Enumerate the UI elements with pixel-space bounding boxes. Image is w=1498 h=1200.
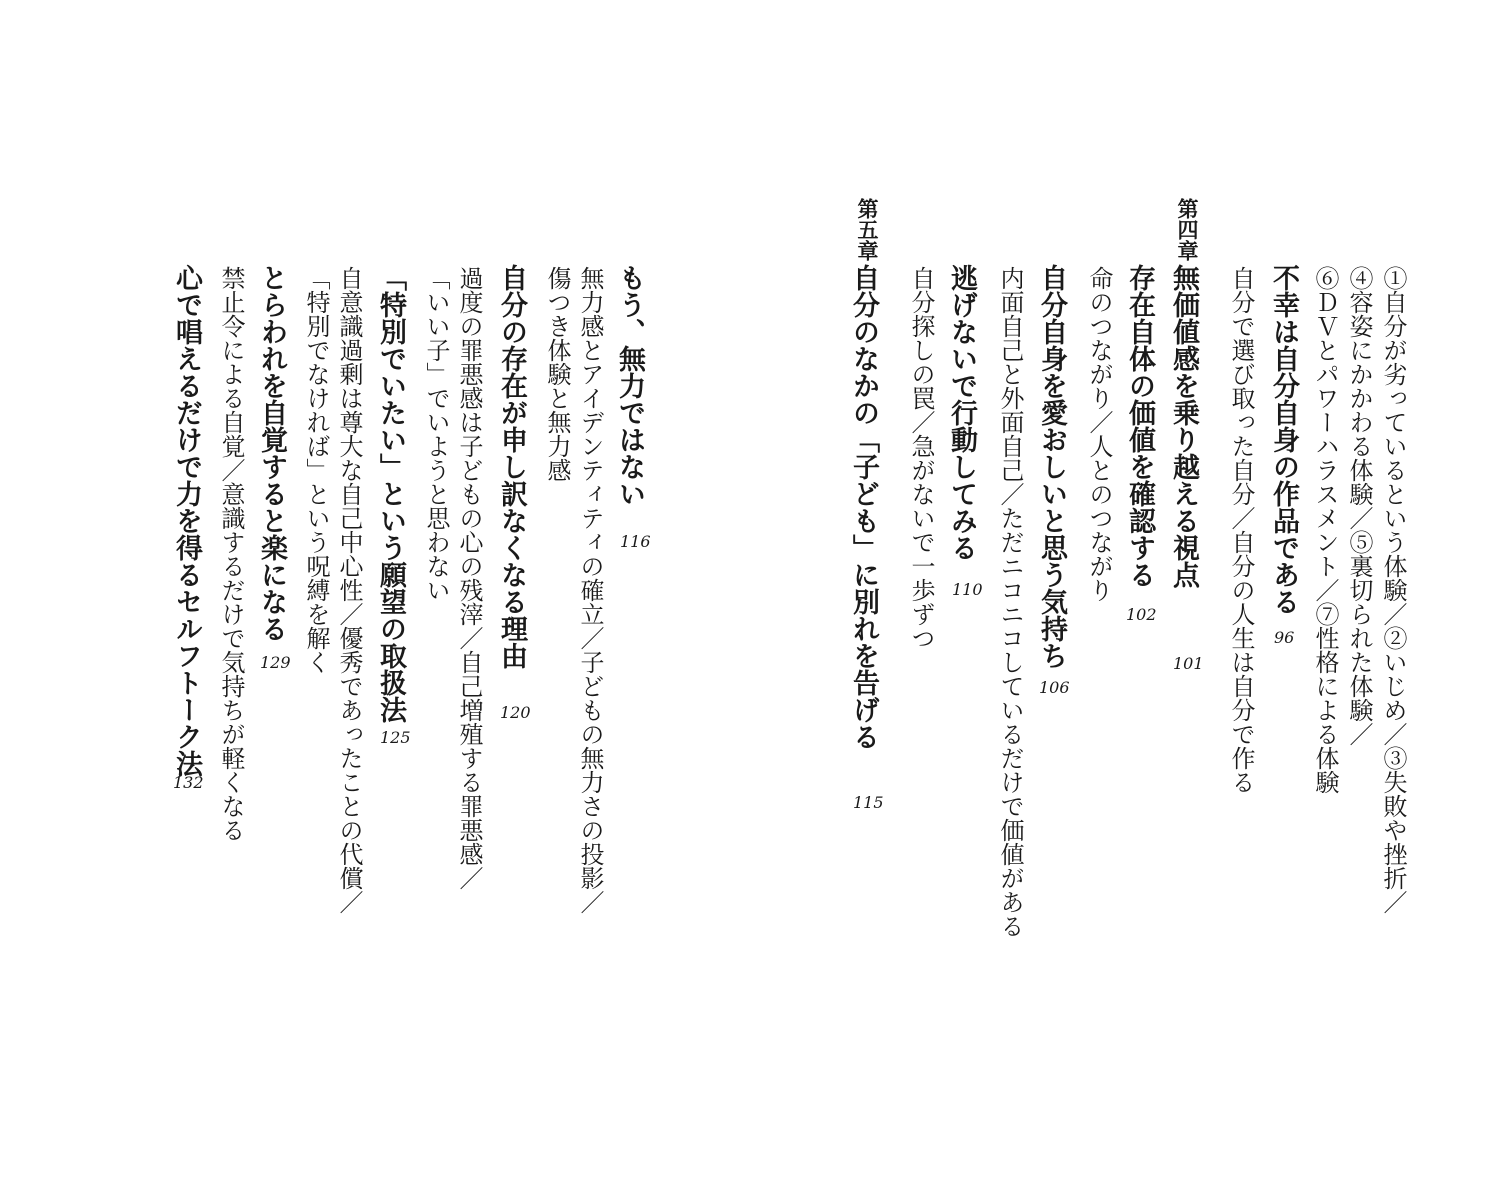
toc-subitems: 禁止令による自覚／意識するだけで気持ちが軽くなる	[217, 266, 245, 842]
page-number: 102	[1126, 605, 1157, 624]
toc-heading: 心で唱えるだけで力を得るセルフトーク法	[171, 264, 202, 777]
toc-heading: 「特別でいたい」という願望の取扱法	[375, 264, 406, 723]
toc-subitems: 「特別でなければ」という呪縛を解く	[302, 266, 330, 674]
toc-subitems: 無力感とアイデンティティの確立／子どもの無力さの投影／	[576, 266, 604, 914]
page-number: 101	[1173, 654, 1204, 673]
toc-heading: 不幸は自分自身の作品である	[1268, 264, 1299, 615]
toc-subitems: 自意識過剰は尊大な自己中心性／優秀であったことの代償／	[335, 266, 363, 914]
page-number: 106	[1039, 678, 1070, 697]
toc-subitems: 「いい子」でいようと思わない	[422, 266, 450, 602]
toc-heading: 自分自身を愛おしいと思う気持ち	[1036, 264, 1067, 669]
toc-heading: とらわれを自覚すると楽になる	[256, 264, 287, 642]
toc-heading: もう、無力ではない	[614, 264, 645, 507]
toc-heading: 自分のなかの「子ども」に別れを告げる	[848, 264, 879, 750]
toc-heading: 自分の存在が申し訳なくなる理由	[496, 264, 527, 669]
toc-heading: 逃げないで行動してみる	[946, 264, 977, 561]
toc-heading: 存在自体の価値を確認する	[1124, 264, 1155, 588]
page-number: 115	[853, 793, 884, 812]
page-number: 96	[1274, 628, 1295, 647]
toc-subitems: 自分で選び取った自分／自分の人生は自分で作る	[1227, 266, 1255, 794]
toc-subitems: ④容姿にかかわる体験／⑤裏切られた体験／	[1345, 266, 1373, 746]
toc-subitems: 自分探しの罠／急がないで一歩ずつ	[907, 266, 935, 650]
page-number: 132	[173, 773, 204, 792]
toc-subitems: ①自分が劣っているという体験／②いじめ／③失敗や挫折／	[1379, 266, 1407, 914]
chapter-label-4: 第四章	[1175, 198, 1199, 261]
page-number: 125	[380, 728, 411, 747]
toc-subitems: 傷つき体験と無力感	[543, 266, 571, 482]
page-number: 110	[952, 580, 983, 599]
chapter-label-5: 第五章	[855, 198, 879, 261]
toc-subitems: ⑥ＤＶとパワーハラスメント／⑦性格による体験	[1311, 266, 1339, 794]
page-number: 116	[620, 532, 651, 551]
toc-subitems: 命のつながり／人とのつながり	[1085, 266, 1113, 602]
toc-heading: 無価値感を乗り越える視点	[1168, 264, 1199, 588]
toc-subitems: 過度の罪悪感は子どもの心の残滓／自己増殖する罪悪感／	[455, 266, 483, 890]
page-number: 129	[260, 653, 291, 672]
toc-subitems: 内面自己と外面自己／ただニコニコしているだけで価値がある	[996, 266, 1024, 938]
page-number: 120	[500, 703, 531, 722]
